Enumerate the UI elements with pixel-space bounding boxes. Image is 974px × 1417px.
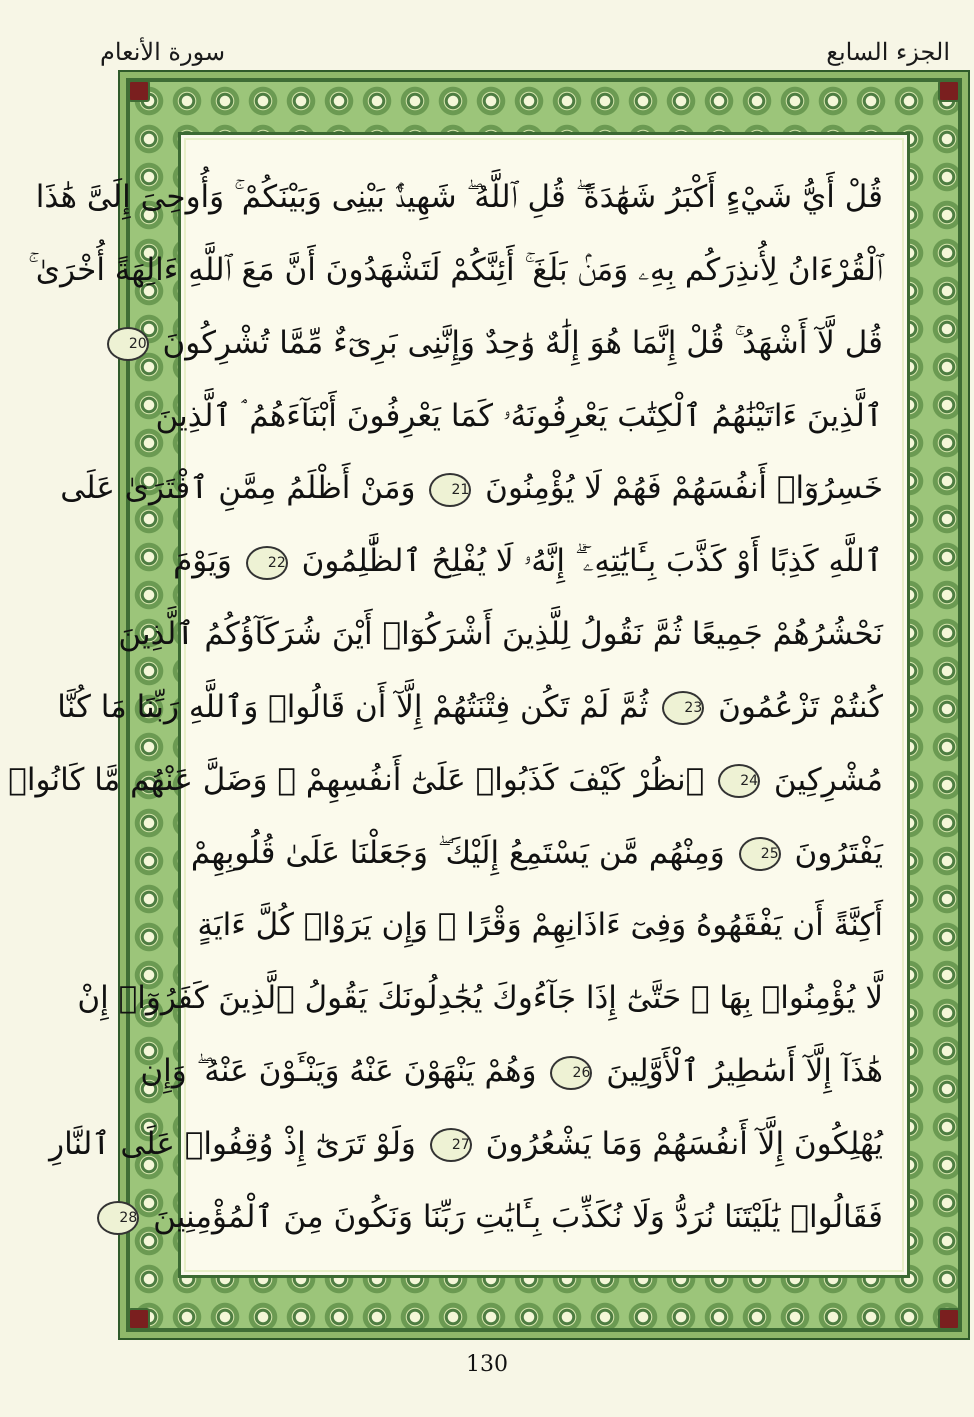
verse-line xyxy=(35,165,883,229)
corner-ornament-icon xyxy=(128,80,150,102)
verse-text: أَكِنَّةً أَن يَفْقَهُوهُ وَفِىٓ ءَاذَانِهِمْ وَقْرًا ۚ وَإِن يَرَوْا۟ كُلَّ ءَايَةٍ xyxy=(197,907,883,944)
corner-ornament-icon xyxy=(128,1308,150,1330)
verse-text: وَمَنْ أَظْلَمُ مِمَّنِ ٱفْتَرَىٰ عَلَى xyxy=(60,470,416,507)
verse-text: لَّا يُؤْمِنُوا۟ بِهَا ۚ حَتَّىٰٓ إِذَا جَآءُوكَ يُجَٰدِلُونَكَ يَقُولُ ٱلَّذِينَ كَفَرُوٓا۟ إِنْ xyxy=(77,980,883,1017)
ayah-number-marker: 27 xyxy=(430,1128,472,1162)
verse-line xyxy=(49,1112,883,1176)
verse-text: نَحْشُرُهُمْ جَمِيعًا ثُمَّ نَقُولُ لِلَّذِينَ أَشْرَكُوٓا۟ أَيْنَ شُرَكَآؤُكُمُ ٱلَّذِينَ xyxy=(118,616,883,653)
verse-text: فَقَالُوا۟ يَٰلَيْتَنَا نُرَدُّ وَلَا نُكَذِّبَ بِـَٔايَٰتِ رَبِّنَا وَنَكُونَ مِنَ ٱلْمُؤْمِنِينَ xyxy=(153,1198,883,1235)
verse-line xyxy=(28,238,883,302)
verse-text: وَهُمْ يَنْهَوْنَ عَنْهُ وَيَنْـَٔوْنَ عَنْهُ ۖ وَإِن xyxy=(140,1053,537,1090)
verse-line xyxy=(119,1185,883,1249)
verse-line xyxy=(128,311,883,375)
verse-text: وَيَوْمَ xyxy=(173,543,232,580)
verse-block xyxy=(8,165,883,1249)
verse-line xyxy=(8,748,883,812)
verse-text: وَمِنْهُم مَّن يَسْتَمِعُ إِلَيْكَ ۖ وَجَعَلْنَا عَلَىٰ قُلُوبِهِمْ xyxy=(190,834,725,871)
verse-text: ٱنظُرْ كَيْفَ كَذَبُوا۟ عَلَىٰٓ أَنفُسِهِمْ ۚ وَضَلَّ عَنْهُم مَّا كَانُوا۟ xyxy=(8,761,705,798)
verse-text: خَسِرُوٓا۟ أَنفُسَهُمْ فَهُمْ لَا يُؤْمِنُونَ xyxy=(485,470,883,507)
ayah-number-marker: 25 xyxy=(739,837,781,871)
verse-text: وَلَوْ تَرَىٰٓ إِذْ وُقِفُوا۟ عَلَى ٱلنَّارِ xyxy=(49,1125,416,1162)
verse-text: قُل لَّآ أَشْهَدُ ۚ قُلْ إِنَّمَا هُوَ إِلَٰهٌ وَٰحِدٌ وَإِنَّنِى بَرِىٓءٌ مِّمَّا تُشْرِكُونَ xyxy=(162,324,883,361)
verse-line xyxy=(173,529,883,593)
verse-line xyxy=(57,675,883,739)
corner-ornament-icon xyxy=(938,80,960,102)
verse-text: قُلْ أَيُّ شَيْءٍ أَكْبَرُ شَهَٰدَةً ۖ قُلِ ٱللَّهُ ۖ شَهِيدٌۢ بَيْنِى وَبَيْنَكُمْ ۚ وَأُوحِىَ إِلَىَّ هَٰذَا xyxy=(35,179,883,215)
verse-text: يَفْتَرُونَ xyxy=(794,834,883,871)
juz-title: الجزء السابع xyxy=(826,38,950,66)
corner-ornament-icon xyxy=(938,1308,960,1330)
verse-line xyxy=(60,456,883,520)
verse-line xyxy=(118,602,883,666)
ayah-number-marker: 28 xyxy=(97,1201,139,1235)
verse-text: كُنتُمْ تَزْعُمُونَ xyxy=(718,688,883,725)
verse-text: ٱلْقُرْءَانُ لِأُنذِرَكُم بِهِۦ وَمَنۢ بَلَغَ ۚ أَئِنَّكُمْ لَتَشْهَدُونَ أَنَّ مَعَ ٱللَّهِ ءَالِهَةً أُخْرَىٰ ۚ xyxy=(28,251,883,288)
page-frame xyxy=(8,70,970,1340)
page-number: 130 xyxy=(466,1352,508,1377)
text-panel xyxy=(8,132,910,1278)
ayah-number-marker: 20 xyxy=(107,327,149,361)
verse-line xyxy=(197,893,883,957)
ayah-number-marker: 21 xyxy=(429,473,471,507)
verse-text: ثُمَّ لَمْ تَكُن فِتْنَتُهُمْ إِلَّآ أَن قَالُوا۟ وَٱللَّهِ رَبِّنَا مَا كُنَّا xyxy=(57,688,649,725)
verse-text: مُشْرِكِينَ xyxy=(773,761,883,798)
surah-title: سورة الأنعام xyxy=(100,38,226,66)
ayah-number-marker: 26 xyxy=(550,1056,592,1090)
verse-line xyxy=(77,966,883,1030)
verse-text: ٱلَّذِينَ ءَاتَيْنَٰهُمُ ٱلْكِتَٰبَ يَعْرِفُونَهُۥ كَمَا يَعْرِفُونَ أَبْنَآءَهُمُ ۘ ٱلَّذِينَ xyxy=(155,397,883,434)
verse-line xyxy=(190,821,883,885)
verse-text: ٱللَّهِ كَذِبًا أَوْ كَذَّبَ بِـَٔايَٰتِهِۦٓ ۗ إِنَّهُۥ لَا يُفْلِحُ ٱلظَّٰلِمُونَ xyxy=(301,543,883,580)
ayah-number-marker: 23 xyxy=(662,691,704,725)
ayah-number-marker: 22 xyxy=(246,546,288,580)
verse-line xyxy=(140,1039,883,1103)
ayah-number-marker: 24 xyxy=(718,764,760,798)
verse-text: يُهْلِكُونَ إِلَّآ أَنفُسَهُمْ وَمَا يَشْعُرُونَ xyxy=(485,1125,883,1162)
verse-line xyxy=(155,384,883,448)
verse-text: هَٰذَآ إِلَّآ أَسَٰطِيرُ ٱلْأَوَّلِينَ xyxy=(606,1053,883,1090)
